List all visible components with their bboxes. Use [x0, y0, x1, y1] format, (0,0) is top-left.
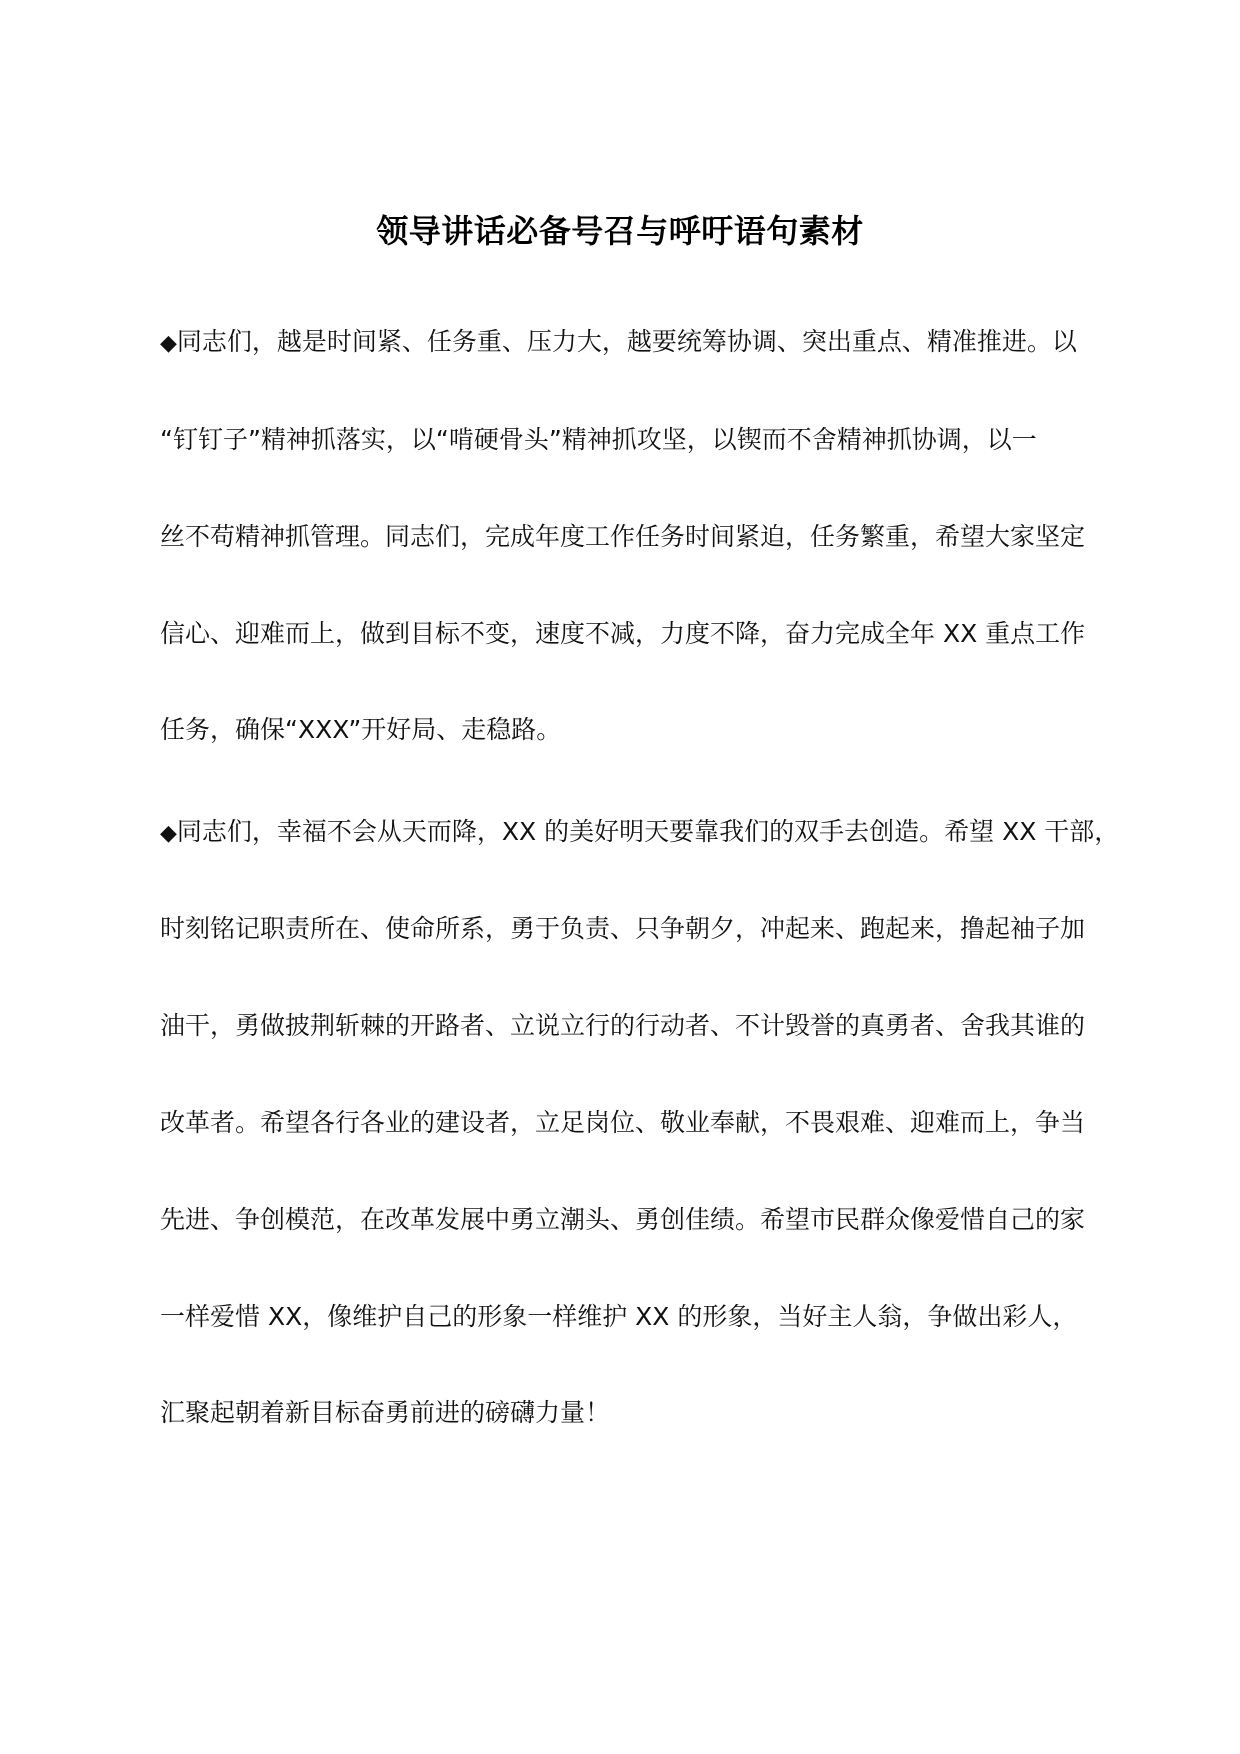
paragraph-1-line-3: 丝不苟精神抓管理。同志们，完成年度工作任务时间紧迫，任务繁重，希望大家坚定 — [160, 522, 1086, 551]
line-text: 同志们，幸福不会从天而降，XX 的美好明天要靠我们的双手去创造。希望 XX 干部， — [176, 817, 1120, 846]
paragraph-1-line-2: “钉钉子”精神抓落实，以“啃硬骨头”精神抓攻坚，以锲而不舍精神抓协调，以一 — [160, 425, 1037, 454]
paragraph-1-line-5: 任务，确保“XXX”开好局、走稳路。 — [160, 715, 562, 744]
paragraph-2-line-7: 汇聚起朝着新目标奋勇前进的磅礴力量！ — [160, 1398, 611, 1427]
paragraph-2-line-2: 时刻铭记职责所在、使命所系，勇于负责、只争朝夕，冲起来、跑起来，撸起袖子加 — [160, 914, 1086, 943]
diamond-bullet-icon: ◆ — [160, 331, 177, 356]
diamond-bullet-icon: ◆ — [160, 821, 177, 846]
paragraph-1-line-1 — [160, 322, 1120, 364]
paragraph-2-line-5: 先进、争创模范，在改革发展中勇立潮头、勇创佳绩。希望市民群众像爱惜自己的家 — [160, 1205, 1086, 1234]
paragraph-2-line-1 — [160, 812, 1120, 854]
paragraph-2-line-3: 油干，勇做披荆斩棘的开路者、立说立行的行动者、不计毁誉的真勇者、舍我其谁的 — [160, 1011, 1086, 1040]
document-title: 领导讲话必备号召与呼吁语句素材 — [376, 212, 864, 250]
paragraph-2-line-4: 改革者。希望各行各业的建设者，立足岗位、敬业奉献，不畏艰难、迎难而上，争当 — [160, 1108, 1086, 1137]
paragraph-2-line-6: 一样爱惜 XX，像维护自己的形象一样维护 XX 的形象，当好主人翁，争做出彩人， — [160, 1302, 1078, 1331]
line-text: 同志们，越是时间紧、任务重、压力大，越要统筹协调、突出重点、精准推进。以 — [176, 327, 1077, 356]
paragraph-1-line-4: 信心、迎难而上，做到目标不变，速度不减，力度不降，奋力完成全年 XX 重点工作 — [160, 619, 1086, 648]
